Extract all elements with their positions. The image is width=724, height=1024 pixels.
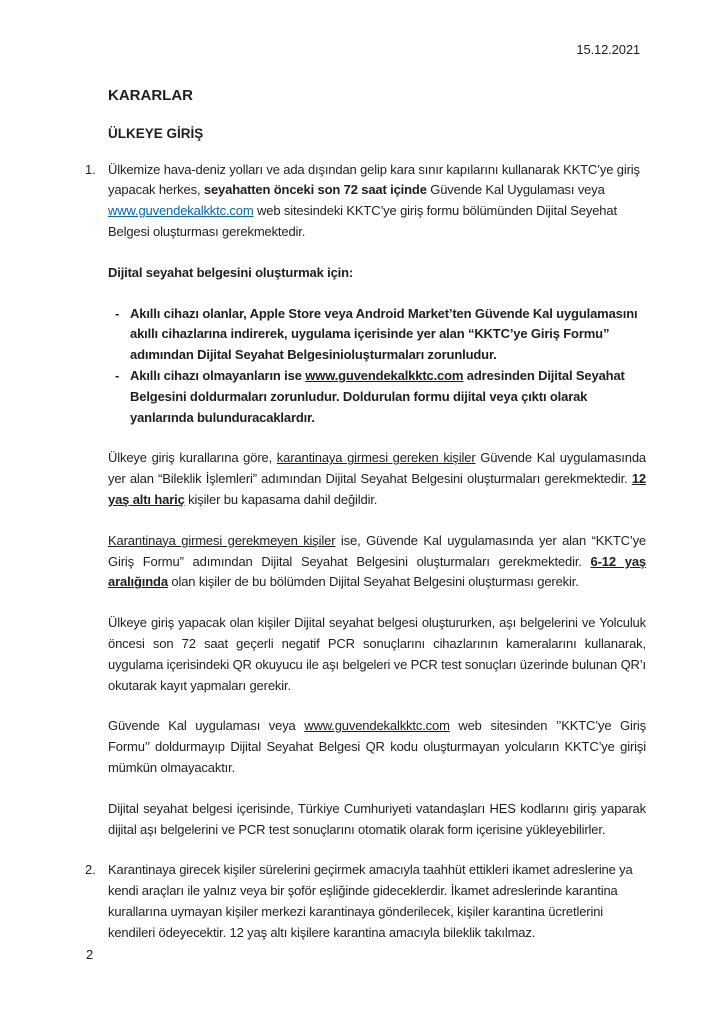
text-run: www.guvendekalkktc.com (304, 718, 450, 734)
page-number: 2 (86, 947, 94, 962)
item-number: 2. (85, 862, 96, 878)
paragraph (108, 531, 646, 593)
text-run: seyahatten önceki son 72 saat içinde (203, 182, 427, 198)
bullet-marker: - (115, 305, 120, 321)
text-run: web sitesindeki KKTC’ye giriş formu bölümünden Dijital Seyehat Belgesi oluşturması gerekmektedir. (108, 203, 617, 239)
text-run: Güvende Kal uygulaması veya (108, 718, 305, 734)
text-run: 12 yaş altı hariç (108, 471, 646, 507)
text-run: Dijital seyahat belgesini oluşturmak için: (108, 264, 354, 280)
paragraph (108, 716, 646, 778)
text-run: Akıllı cihazı olanlar, Apple Store veya Android Market’ten Güvende Kal uygulamasını akıllı cihazlarına indirerek, uygulama içerisinde yer alan “KKTC’ye Giriş Formu” adımından Dijital Seyahat Belgesinioluşturmaları zorunludur. (130, 305, 638, 363)
text-run: web sitesinden ’’KKTC’ye Giriş Formu’’ doldurmayıp Dijital Seyahat Belgesi QR kodu oluşturmayan yolcuların KKTC’ye girişi mümkün olmayacaktır. (108, 718, 646, 775)
numbered-item (85, 160, 646, 243)
text-run: Karantinaya girecek kişiler sürelerini geçirmek amacıyla taahhüt ettikleri ikamet adreslerine ya kendi araçları ile yalnız veya bir şoför eşliğinde gideceklerdir. İkamet adreslerinde karantina kurallarına uymayan kişiler merkezi karantinaya gönderilecek, kişiler karantina ücretlerini kendileri ödeyecektir. 12 yaş altı kişilere karantina amacıyla bileklik takılmaz. (108, 862, 633, 940)
text-run: Karantinaya girmesi gerekmeyen kişiler (108, 532, 336, 548)
document-date: 15.12.2021 (576, 42, 640, 57)
text-run: Akıllı cihazı olmayanların ise (130, 367, 306, 383)
text-run: Ülkeye giriş kurallarına göre, (108, 450, 277, 466)
text-run: Güvende Kal Uygulaması veya (426, 182, 605, 198)
page-title: KARARLAR (108, 87, 193, 104)
paragraph (108, 613, 646, 696)
text-run: Güvende Kal uygulamasında yer alan “Bileklik İşlemleri” adımından Dijital Seyahat Belgesini oluşturmaları gerekmektedir. (108, 450, 646, 487)
decisions-list (85, 160, 647, 944)
hyperlink[interactable]: www.guvendekalkktc.com (108, 203, 254, 219)
bullet-item (113, 366, 646, 428)
document-body (85, 84, 647, 964)
text-run: Dijital seyahat belgesi içerisinde, Türkiye Cumhuriyeti vatandaşları HES kodlarını giriş yaparak dijital aşı belgelerini ve PCR test sonuçlarını otomatik olarak form içerisine yükleyebilirler. (108, 800, 646, 837)
numbered-item (85, 860, 646, 943)
bullet-item (113, 304, 646, 366)
paragraph (108, 448, 646, 510)
text-run: olan kişiler de bu bölümden Dijital Seyahat Belgesini oluşturması gerekir. (167, 574, 579, 590)
text-run: kişiler bu kapasama dahil değildir. (184, 491, 378, 507)
text-run: Ülkeye giriş yapacak olan kişiler Dijital seyahat belgesi oluştururken, aşı belgelerini ve Yolculuk öncesi son 72 saat geçerli negatif PCR sonuçlarını cihazlarının kameralarını kullanarak, uygulama içerisindeki QR okuyucu ile aşı belgeleri ve PCR test sonuçları üzerinde bulunan QR’ı okutarak kayıt yapmaları gerekir. (108, 615, 646, 693)
text-run: Ülkemize hava-deniz yolları ve ada dışından gelip kara sınır kapılarını kullanarak KKTC’ye giriş yapacak herkes, (108, 161, 640, 198)
text-run: adresinden Dijital Seyahat Belgesini doldurmaları zorunludur. Doldurulan formu dijital veya çıktı olarak yanlarında bulunduracaklardır. (130, 367, 625, 425)
item-number: 1. (85, 161, 96, 177)
paragraph (108, 799, 646, 841)
section-heading: ÜLKEYE GİRİŞ (108, 126, 204, 141)
text-run: 6-12 yaş aralığında (108, 553, 647, 590)
text-run: www.guvendekalkktc.com (305, 367, 464, 383)
sub-heading (108, 263, 646, 284)
bullet-marker: - (115, 367, 120, 383)
text-run: ise, Güvende Kal uygulamasında yer alan “KKTC’ye Giriş Formu” adımından Dijital Seyahat Belgesini oluşturmaları gerekmektedir. (108, 532, 647, 569)
text-run: karantinaya girmesi gereken kişiler (276, 450, 476, 466)
